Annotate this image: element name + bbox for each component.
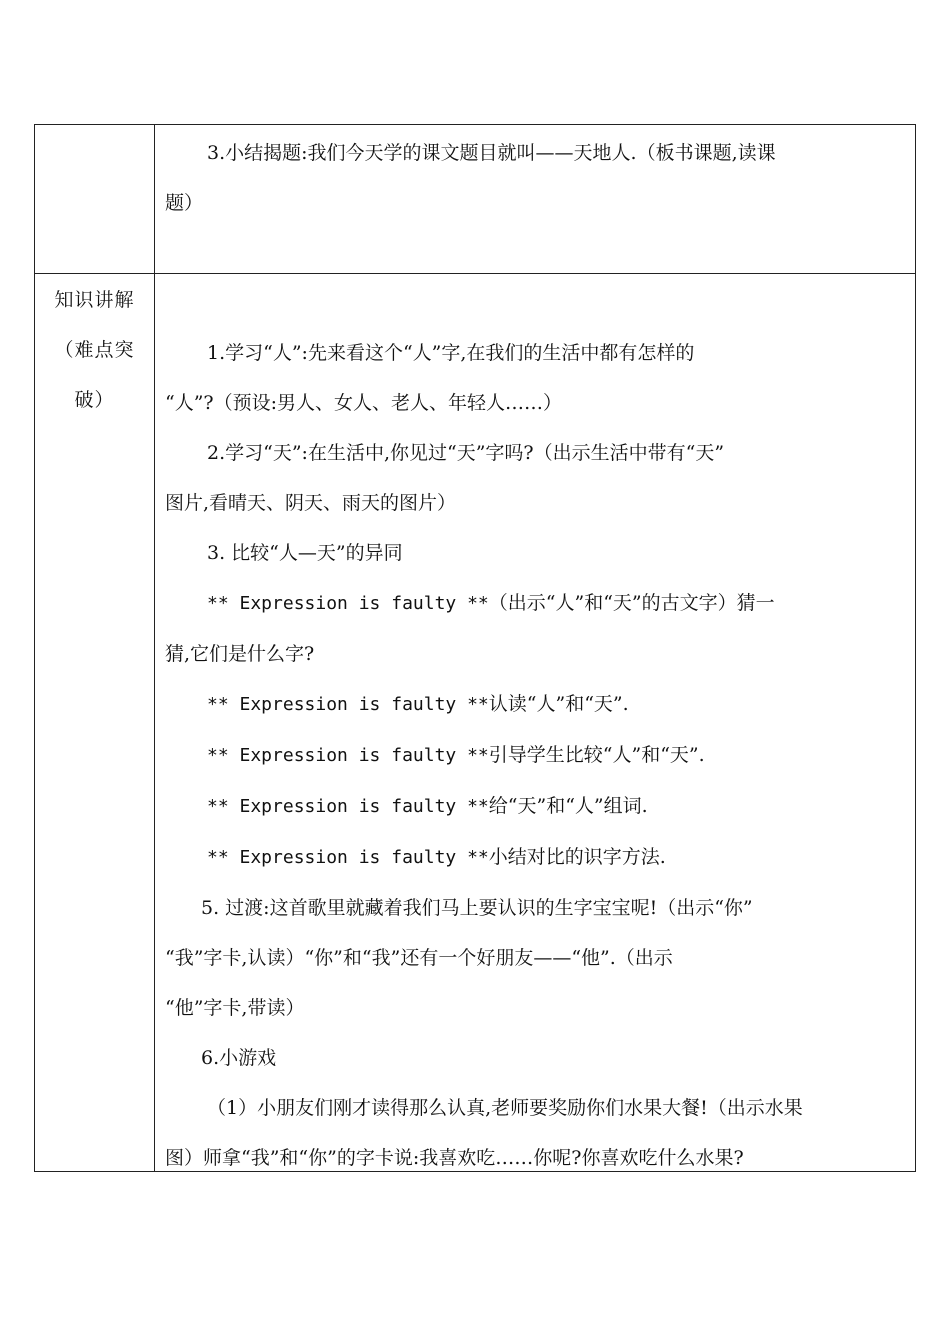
item-1-line-2: “人”?（预设:男人、女人、老人、年轻人……） [165, 392, 563, 414]
section-label-line-1: 知识讲解 [54, 289, 135, 311]
error-line-1 [165, 578, 910, 629]
error-line-2 [165, 679, 910, 730]
error-text: 小结对比的识字方法. [488, 846, 666, 868]
item-2-line-1: 2.学习“天”:在生活中,你见过“天”字吗?（出示生活中带有“天” [207, 442, 725, 464]
row-divider [35, 273, 915, 274]
error-prefix: ** Expression is faulty ** [207, 745, 489, 766]
error-prefix: ** Expression is faulty ** [207, 796, 489, 817]
main-content [165, 328, 910, 1183]
top-row-content [165, 128, 910, 228]
error-prefix: ** Expression is faulty ** [207, 694, 489, 715]
error-text: 给“天”和“人”组词. [488, 795, 648, 817]
item-2-line-2: 图片,看晴天、阴天、雨天的图片） [165, 492, 457, 514]
lesson-table [34, 124, 916, 1172]
error-prefix: ** Expression is faulty ** [207, 847, 489, 868]
error-text: 认读“人”和“天”. [488, 693, 629, 715]
section-label-line-3: 破） [74, 389, 115, 411]
summary-line-1: 3.小结揭题:我们今天学的课文题目就叫——天地人.（板书课题,读课 [207, 142, 776, 164]
item-6: 6.小游戏 [201, 1047, 277, 1069]
item-5-line-2: “我”字卡,认读）“你”和“我”还有一个好朋友——“他”.（出示 [165, 947, 673, 969]
error-line-4 [165, 781, 910, 832]
column-divider [154, 125, 155, 1171]
item-3: 3. 比较“人—天”的异同 [207, 542, 403, 564]
error-prefix: ** Expression is faulty ** [207, 593, 489, 614]
error-line-1-cont: 猜,它们是什么字? [165, 643, 315, 665]
section-label [35, 275, 154, 425]
summary-line-2: 题） [165, 192, 204, 214]
item-6-1-line-2: 图）师拿“我”和“你”的字卡说:我喜欢吃……你呢?你喜欢吃什么水果? [165, 1147, 744, 1169]
item-5-line-3: “他”字卡,带读） [165, 997, 305, 1019]
item-1-line-1: 1.学习“人”:先来看这个“人”字,在我们的生活中都有怎样的 [207, 342, 695, 364]
item-5-line-1: 5. 过渡:这首歌里就藏着我们马上要认识的生字宝宝呢!（出示“你” [201, 897, 753, 919]
error-line-5 [165, 832, 910, 883]
item-6-1-line-1: （1）小朋友们刚才读得那么认真,老师要奖励你们水果大餐!（出示水果 [207, 1097, 803, 1119]
error-text: （出示“人”和“天”的古文字）猜一 [488, 592, 775, 614]
section-label-line-2: （难点突 [54, 339, 135, 361]
error-text: 引导学生比较“人”和“天”. [488, 744, 705, 766]
error-line-3 [165, 730, 910, 781]
